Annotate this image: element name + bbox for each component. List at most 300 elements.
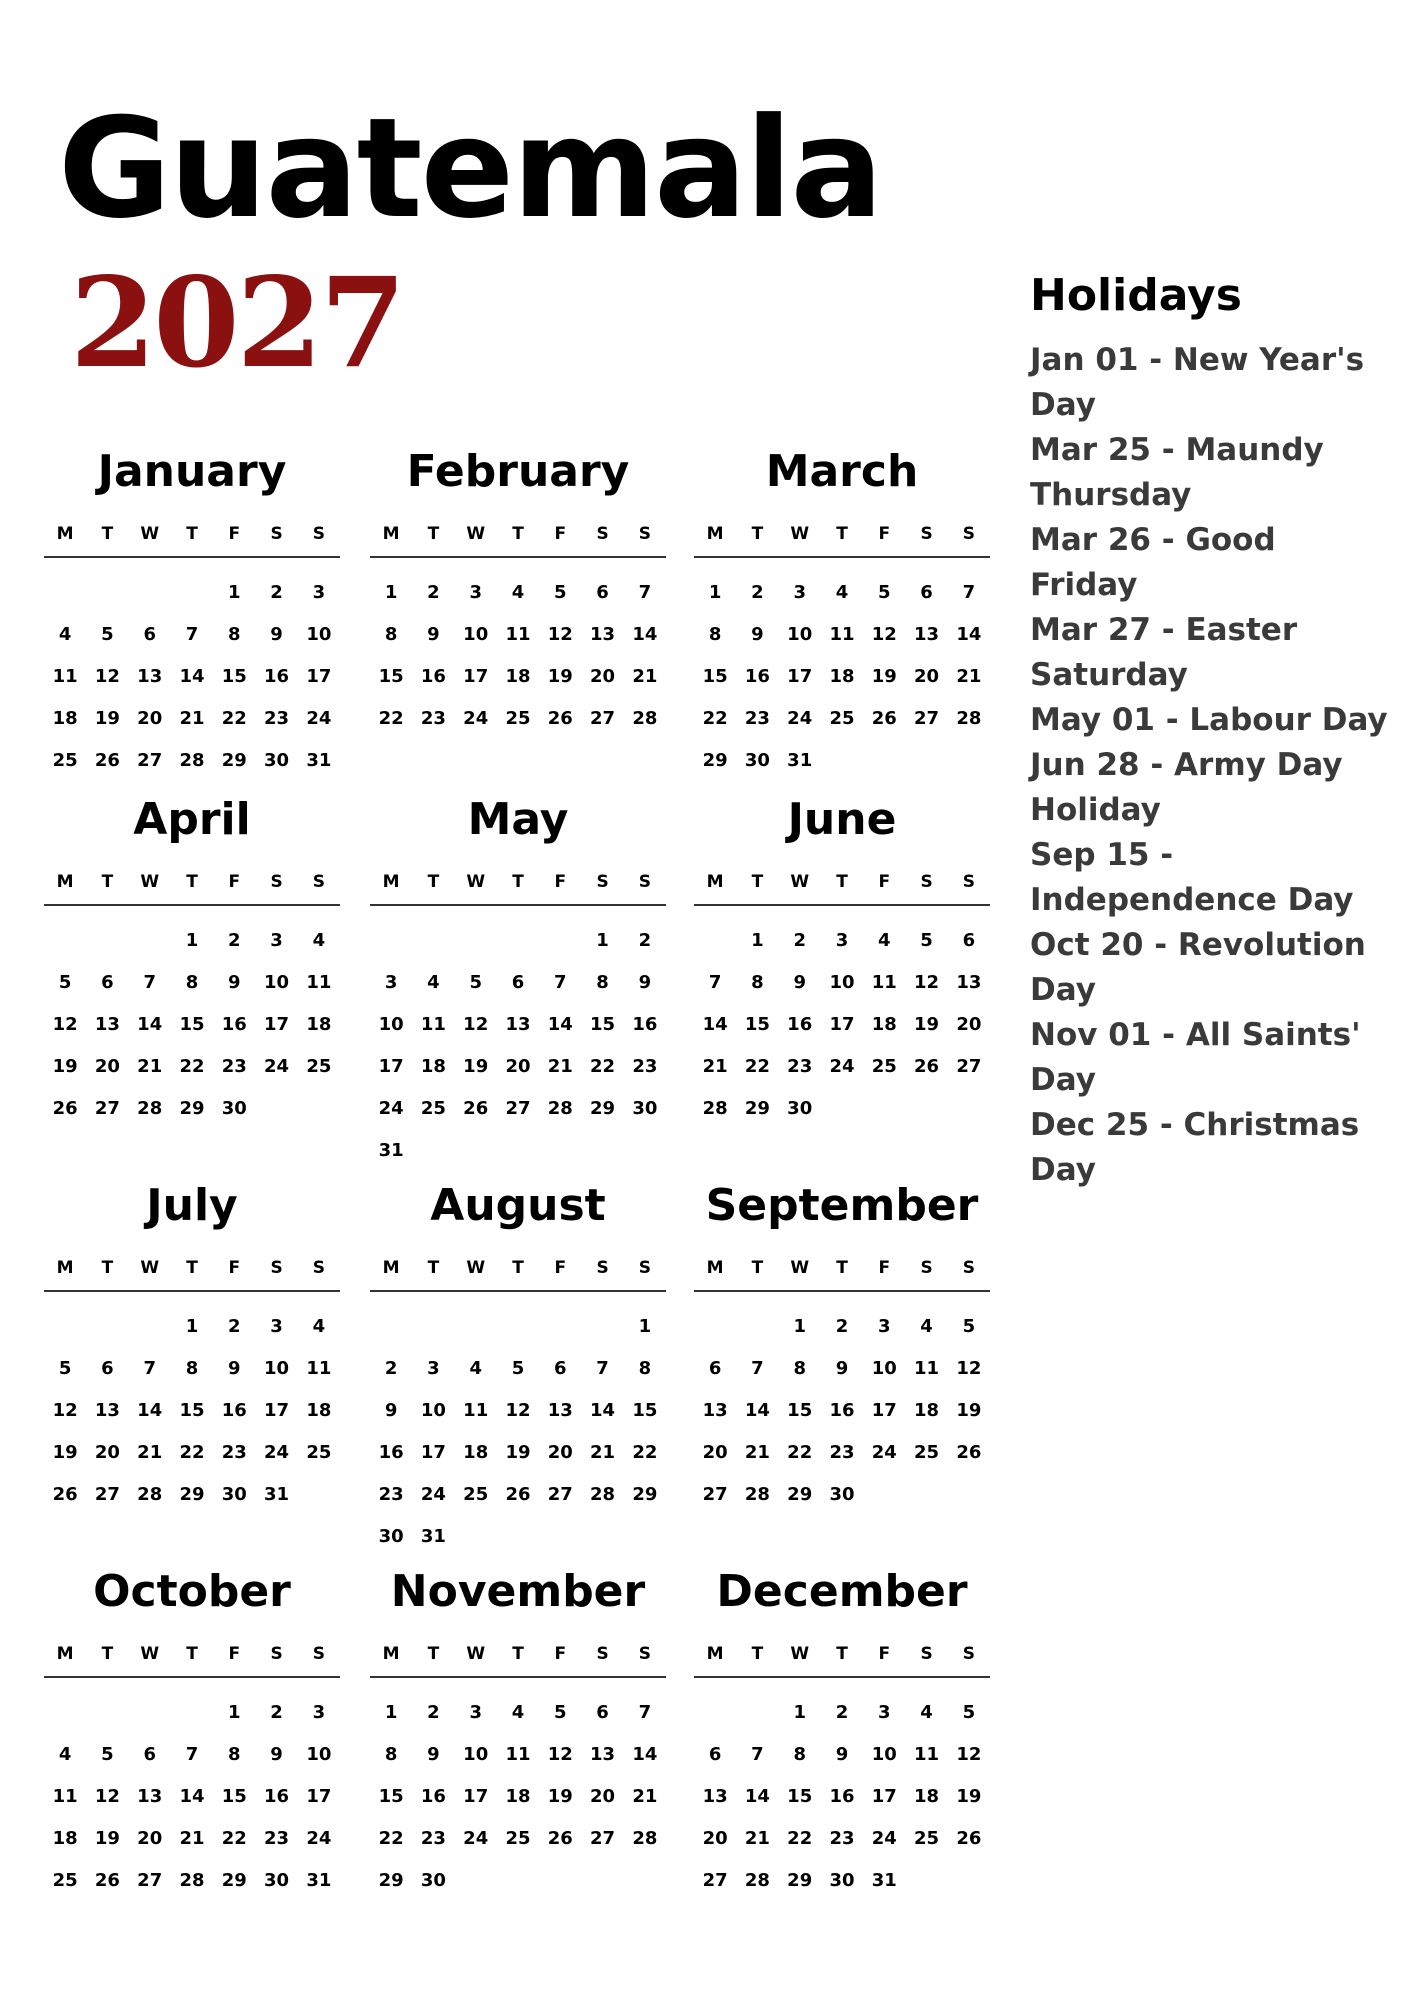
day-cell: 18 (420, 1056, 446, 1077)
day-cell: 12 (505, 1400, 531, 1421)
weekday-header: T (186, 524, 198, 544)
day-cell: 12 (956, 1358, 982, 1379)
day-cell: 29 (221, 1870, 247, 1891)
day-cell: 22 (590, 1056, 616, 1077)
weekday-header: T (751, 524, 764, 544)
weekday-header: M (706, 524, 724, 544)
day-cell: 16 (264, 666, 290, 687)
day-cell: 30 (221, 1098, 247, 1119)
day-cell: 11 (420, 1014, 446, 1035)
day-cell: 27 (137, 1870, 163, 1891)
year-heading: 2027 (70, 251, 404, 396)
day-cell: 1 (384, 582, 398, 603)
day-cell: 26 (94, 1870, 120, 1891)
day-cell: 11 (306, 972, 332, 993)
day-cell: 1 (751, 930, 764, 951)
day-cell: 2 (427, 1702, 440, 1723)
weekday-header-row (44, 1258, 340, 1292)
day-cell: 30 (829, 1870, 855, 1891)
day-cell: 24 (306, 708, 332, 729)
day-cell: 21 (590, 1442, 616, 1463)
day-cell: 5 (920, 930, 933, 951)
day-cell: 4 (312, 1316, 326, 1337)
day-cell: 23 (829, 1828, 855, 1849)
day-cell: 1 (708, 582, 722, 603)
day-cell: 6 (554, 1358, 567, 1379)
day-cell: 6 (920, 582, 933, 603)
holiday-list (1030, 338, 1390, 1193)
month-name: October (93, 1566, 291, 1617)
day-cell: 20 (505, 1056, 531, 1077)
day-cell: 24 (306, 1828, 332, 1849)
month-name: February (406, 446, 630, 497)
weekday-header: M (56, 524, 74, 544)
day-cell: 2 (835, 1316, 849, 1337)
day-grid (370, 572, 666, 740)
day-cell: 18 (306, 1014, 332, 1035)
day-grid (694, 1306, 990, 1516)
day-cell: 13 (914, 624, 940, 645)
day-cell: 17 (420, 1442, 446, 1463)
day-cell: 7 (638, 582, 652, 603)
day-cell: 10 (306, 624, 332, 645)
day-cell: 13 (590, 1744, 616, 1765)
day-cell: 3 (793, 582, 806, 603)
day-cell: 1 (185, 1316, 199, 1337)
month-february (370, 446, 666, 740)
day-cell: 25 (505, 1828, 531, 1849)
empty-day-cell (129, 1306, 171, 1348)
day-cell: 19 (52, 1056, 78, 1077)
day-cell: 23 (744, 708, 770, 729)
weekday-header: S (962, 872, 975, 892)
day-cell: 1 (596, 930, 609, 951)
day-cell: 9 (835, 1358, 849, 1379)
day-cell: 16 (264, 1786, 290, 1807)
day-cell: 17 (829, 1014, 855, 1035)
day-cell: 13 (956, 972, 982, 993)
day-cell: 11 (52, 1786, 78, 1807)
day-cell: 17 (306, 666, 332, 687)
weekday-header: S (312, 524, 325, 544)
empty-day-cell (86, 920, 128, 962)
day-cell: 2 (793, 930, 806, 951)
weekday-header: M (382, 1644, 400, 1664)
month-july (44, 1180, 340, 1516)
day-cell: 8 (793, 1744, 806, 1765)
day-cell: 1 (228, 582, 241, 603)
day-cell: 24 (463, 708, 489, 729)
day-cell: 13 (94, 1014, 120, 1035)
day-cell: 15 (221, 666, 247, 687)
day-cell: 20 (702, 1442, 728, 1463)
day-cell: 14 (744, 1786, 770, 1807)
day-cell: 17 (871, 1400, 897, 1421)
day-cell: 26 (52, 1098, 78, 1119)
day-cell: 30 (264, 750, 290, 771)
empty-day-cell (44, 920, 86, 962)
day-cell: 28 (744, 1484, 770, 1505)
day-cell: 10 (420, 1400, 446, 1421)
day-cell: 14 (179, 1786, 205, 1807)
day-cell: 5 (554, 1702, 567, 1723)
empty-day-cell (171, 1692, 213, 1734)
day-cell: 26 (871, 708, 897, 729)
day-cell: 10 (871, 1744, 897, 1765)
day-cell: 14 (179, 666, 205, 687)
day-cell: 22 (744, 1056, 770, 1077)
day-cell: 1 (384, 1702, 398, 1723)
day-cell: 21 (702, 1056, 728, 1077)
day-cell: 28 (632, 708, 658, 729)
day-cell: 7 (751, 1744, 764, 1765)
day-cell: 8 (596, 972, 609, 993)
weekday-header: W (466, 524, 486, 544)
day-cell: 9 (751, 624, 764, 645)
day-cell: 15 (179, 1014, 205, 1035)
day-cell: 2 (228, 1316, 241, 1337)
empty-day-cell (736, 1306, 778, 1348)
day-cell: 5 (101, 1744, 114, 1765)
weekday-header: T (836, 1258, 848, 1278)
day-cell: 20 (94, 1442, 120, 1463)
day-cell: 17 (463, 666, 489, 687)
weekday-header: T (101, 1258, 114, 1278)
weekday-header-row (44, 872, 340, 906)
weekday-header: F (878, 1258, 891, 1278)
weekday-header: S (270, 1258, 283, 1278)
day-cell: 21 (632, 666, 658, 687)
month-name: January (97, 446, 287, 497)
day-cell: 21 (179, 708, 205, 729)
day-cell: 20 (702, 1828, 728, 1849)
day-grid (44, 572, 340, 782)
day-cell: 16 (744, 666, 770, 687)
day-cell: 25 (52, 750, 78, 771)
day-cell: 21 (137, 1056, 163, 1077)
day-grid (370, 1692, 666, 1902)
day-cell: 22 (632, 1442, 658, 1463)
day-cell: 6 (511, 972, 525, 993)
day-cell: 5 (962, 1702, 976, 1723)
day-cell: 2 (835, 1702, 849, 1723)
day-cell: 2 (384, 1358, 398, 1379)
day-cell: 12 (52, 1400, 78, 1421)
day-cell: 28 (744, 1870, 770, 1891)
month-name: December (716, 1566, 968, 1617)
weekday-header: S (596, 1258, 609, 1278)
day-cell: 8 (228, 1744, 241, 1765)
day-cell: 15 (787, 1786, 813, 1807)
day-cell: 27 (505, 1098, 531, 1119)
weekday-header: F (228, 1258, 241, 1278)
day-cell: 5 (511, 1358, 525, 1379)
weekday-header: F (554, 524, 567, 544)
weekday-header: W (790, 1644, 810, 1664)
day-cell: 3 (312, 1702, 326, 1723)
day-cell: 20 (590, 1786, 616, 1807)
day-cell: 4 (511, 582, 525, 603)
empty-day-cell (129, 920, 171, 962)
day-cell: 15 (179, 1400, 205, 1421)
day-cell: 19 (94, 1828, 120, 1849)
day-cell: 30 (264, 1870, 290, 1891)
day-cell: 12 (94, 1786, 120, 1807)
day-cell: 14 (956, 624, 982, 645)
month-name: March (765, 446, 919, 497)
day-cell: 14 (137, 1014, 163, 1035)
day-cell: 9 (270, 624, 283, 645)
holiday-item: Mar 25 - Maundy Thursday (1030, 432, 1324, 514)
weekday-header-row (44, 1644, 340, 1678)
day-cell: 16 (787, 1014, 813, 1035)
day-cell: 27 (702, 1870, 728, 1891)
day-cell: 27 (702, 1484, 728, 1505)
day-cell: 31 (871, 1870, 897, 1891)
day-cell: 20 (590, 666, 616, 687)
weekday-header: F (878, 524, 891, 544)
day-cell: 2 (427, 582, 440, 603)
day-cell: 24 (264, 1442, 290, 1463)
weekday-header: T (101, 872, 114, 892)
day-cell: 29 (702, 750, 728, 771)
empty-day-cell (412, 920, 454, 962)
day-cell: 11 (829, 624, 855, 645)
day-cell: 23 (829, 1442, 855, 1463)
page-title: Guatemala (58, 88, 882, 249)
day-cell: 25 (914, 1442, 940, 1463)
weekday-header: T (836, 1644, 848, 1664)
day-cell: 18 (463, 1442, 489, 1463)
day-cell: 26 (547, 708, 573, 729)
day-cell: 14 (702, 1014, 728, 1035)
day-cell: 10 (463, 624, 489, 645)
day-cell: 4 (469, 1358, 482, 1379)
weekday-header-row (44, 524, 340, 558)
weekday-header-row (694, 872, 990, 906)
day-cell: 24 (420, 1484, 446, 1505)
day-cell: 29 (744, 1098, 770, 1119)
day-cell: 3 (878, 1702, 891, 1723)
day-cell: 25 (505, 708, 531, 729)
day-cell: 21 (744, 1442, 770, 1463)
day-cell: 1 (228, 1702, 241, 1723)
weekday-header: T (836, 524, 848, 544)
month-name: June (787, 794, 897, 845)
day-cell: 29 (787, 1484, 813, 1505)
day-cell: 15 (744, 1014, 770, 1035)
day-cell: 18 (52, 708, 78, 729)
day-cell: 3 (384, 972, 398, 993)
day-cell: 28 (590, 1484, 616, 1505)
weekday-header-row (370, 1644, 666, 1678)
empty-day-cell (539, 1306, 581, 1348)
day-cell: 17 (463, 1786, 489, 1807)
month-october (44, 1566, 340, 1902)
day-cell: 3 (270, 930, 283, 951)
day-cell: 22 (378, 1828, 404, 1849)
weekday-header: S (312, 872, 325, 892)
day-cell: 25 (306, 1056, 332, 1077)
day-cell: 1 (185, 930, 199, 951)
month-september (694, 1180, 990, 1516)
day-cell: 10 (378, 1014, 404, 1035)
day-cell: 3 (427, 1358, 440, 1379)
day-cell: 28 (632, 1828, 658, 1849)
day-cell: 13 (94, 1400, 120, 1421)
month-name: May (467, 794, 569, 845)
holiday-item: Mar 27 - Easter Saturday (1030, 612, 1298, 694)
day-cell: 18 (914, 1400, 940, 1421)
day-cell: 25 (914, 1828, 940, 1849)
day-cell: 29 (787, 1870, 813, 1891)
day-cell: 29 (590, 1098, 616, 1119)
day-cell: 20 (94, 1056, 120, 1077)
weekday-header: F (228, 524, 241, 544)
empty-day-cell (497, 920, 539, 962)
day-cell: 4 (878, 930, 891, 951)
day-cell: 13 (137, 666, 163, 687)
day-cell: 10 (829, 972, 855, 993)
day-cell: 13 (702, 1786, 728, 1807)
empty-day-cell (455, 920, 497, 962)
weekday-header: W (790, 524, 810, 544)
month-name: April (133, 794, 251, 845)
day-cell: 12 (52, 1014, 78, 1035)
day-cell: 4 (58, 1744, 72, 1765)
day-cell: 14 (632, 1744, 658, 1765)
day-cell: 4 (427, 972, 440, 993)
weekday-header: T (512, 872, 524, 892)
weekday-header: F (228, 1644, 241, 1664)
weekday-header: S (962, 1644, 975, 1664)
weekday-header: M (56, 1258, 74, 1278)
day-cell: 16 (632, 1014, 658, 1035)
day-cell: 10 (306, 1744, 332, 1765)
weekday-header: T (427, 524, 440, 544)
empty-day-cell (86, 1306, 128, 1348)
day-cell: 4 (920, 1316, 933, 1337)
day-cell: 22 (221, 1828, 247, 1849)
day-cell: 17 (264, 1400, 290, 1421)
holidays-title: Holidays (1030, 270, 1242, 321)
weekday-header: T (186, 1644, 198, 1664)
day-cell: 6 (101, 1358, 114, 1379)
day-cell: 18 (829, 666, 855, 687)
day-cell: 3 (835, 930, 849, 951)
day-cell: 7 (185, 1744, 199, 1765)
day-cell: 7 (962, 582, 976, 603)
holiday-item: May 01 - Labour Day (1030, 702, 1388, 739)
day-cell: 7 (143, 1358, 156, 1379)
day-cell: 8 (708, 624, 722, 645)
weekday-header: T (427, 1644, 440, 1664)
day-cell: 30 (787, 1098, 813, 1119)
day-cell: 28 (956, 708, 982, 729)
day-cell: 19 (956, 1786, 982, 1807)
holiday-item: Sep 15 - Independence Day (1030, 837, 1354, 919)
day-cell: 22 (179, 1442, 205, 1463)
day-grid (44, 1692, 340, 1902)
day-cell: 26 (505, 1484, 531, 1505)
day-cell: 10 (463, 1744, 489, 1765)
day-cell: 6 (101, 972, 114, 993)
day-cell: 17 (871, 1786, 897, 1807)
weekday-header-row (694, 1258, 990, 1292)
day-cell: 9 (270, 1744, 283, 1765)
day-cell: 10 (264, 1358, 290, 1379)
month-name: July (146, 1180, 238, 1231)
weekday-header: F (228, 872, 241, 892)
day-cell: 7 (751, 1358, 764, 1379)
day-cell: 21 (179, 1828, 205, 1849)
holiday-item: Dec 25 - Christmas Day (1030, 1107, 1360, 1189)
day-cell: 23 (632, 1056, 658, 1077)
day-cell: 23 (221, 1056, 247, 1077)
day-cell: 17 (264, 1014, 290, 1035)
weekday-header: W (790, 872, 810, 892)
day-cell: 31 (306, 1870, 332, 1891)
day-cell: 16 (221, 1400, 247, 1421)
weekday-header: S (596, 1644, 609, 1664)
day-grid (370, 920, 666, 1172)
weekday-header: T (186, 1258, 198, 1278)
weekday-header-row (370, 524, 666, 558)
holiday-item: Jan 01 - New Year's Day (1030, 342, 1365, 424)
day-cell: 27 (137, 750, 163, 771)
day-cell: 6 (962, 930, 976, 951)
weekday-header-row (370, 1258, 666, 1292)
weekday-header: W (140, 872, 160, 892)
day-cell: 15 (702, 666, 728, 687)
weekday-header: T (427, 872, 440, 892)
day-cell: 27 (914, 708, 940, 729)
day-cell: 9 (638, 972, 652, 993)
day-cell: 11 (306, 1358, 332, 1379)
day-cell: 26 (94, 750, 120, 771)
weekday-header: W (140, 524, 160, 544)
weekday-header: S (962, 1258, 975, 1278)
month-march (694, 446, 990, 782)
day-cell: 15 (221, 1786, 247, 1807)
holiday-item: Oct 20 - Revolution Day (1030, 927, 1366, 1009)
day-cell: 9 (228, 1358, 241, 1379)
day-cell: 2 (270, 1702, 283, 1723)
day-cell: 21 (744, 1828, 770, 1849)
day-cell: 25 (420, 1098, 446, 1119)
weekday-header: T (751, 1644, 764, 1664)
month-name: August (430, 1180, 606, 1231)
day-cell: 21 (137, 1442, 163, 1463)
weekday-header: M (382, 872, 400, 892)
empty-day-cell (370, 920, 412, 962)
day-cell: 8 (185, 972, 199, 993)
day-cell: 18 (505, 666, 531, 687)
day-grid (694, 1692, 990, 1902)
weekday-header: F (878, 1644, 891, 1664)
day-cell: 4 (920, 1702, 933, 1723)
day-cell: 19 (94, 708, 120, 729)
day-cell: 25 (463, 1484, 489, 1505)
day-grid (694, 920, 990, 1130)
holiday-item: Nov 01 - All Saints' Day (1030, 1017, 1361, 1099)
weekday-header: S (270, 872, 283, 892)
day-cell: 10 (264, 972, 290, 993)
day-cell: 15 (590, 1014, 616, 1035)
day-grid (694, 572, 990, 782)
day-cell: 25 (829, 708, 855, 729)
day-cell: 22 (787, 1828, 813, 1849)
